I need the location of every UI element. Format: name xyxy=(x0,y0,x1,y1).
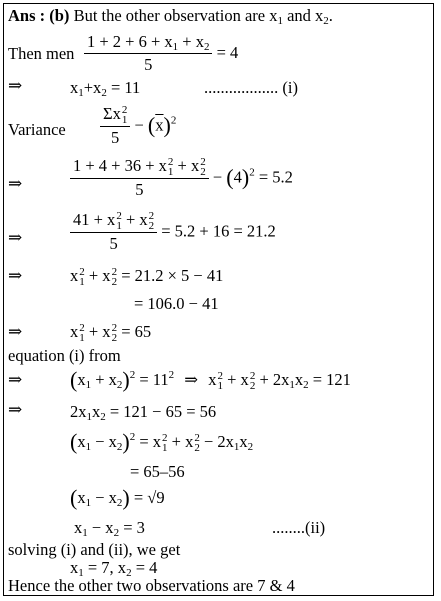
solving-label: solving (i) and (ii), we get xyxy=(8,540,181,559)
answer-label: Ans : (b) xyxy=(8,6,70,25)
variance-step-3b: = 106.0 − 41 xyxy=(134,294,219,313)
equation-step-2: $2x_1x_2 = 121 - 65 = 56$ xyxy=(70,402,217,423)
solution-values: $x_1 = 7$, $x_2 = 4$ xyxy=(70,558,158,579)
implies-icon: ⇒ xyxy=(8,76,23,95)
sum-equation: $x_1+x_2 = 11$ xyxy=(70,78,141,99)
mean-equation: $\frac{1 + 2 + 6 + x_1 + x_2}{5}$ = 4 xyxy=(84,32,238,76)
implies-icon: ⇒ xyxy=(8,174,23,193)
equation-from-label: equation (i) from xyxy=(8,346,121,365)
variance-step-1: 1 + 4 + 36 + x 2 1 + x 2 2 5 − $(4)^2 = 5.2$ xyxy=(70,156,293,201)
conclusion-text: Hence the other two observations are 7 & 4 xyxy=(8,576,295,595)
variance-formula: Σx 2 1 5 − $(\overline{x})^2$ xyxy=(100,104,176,149)
implies-icon: ⇒ xyxy=(8,322,23,341)
solution-box xyxy=(3,3,434,596)
equation-step-1: $(x_1 + x_2)^2 = 11^2$ ⇒ x 2 1 + x 2 2 + $2x_1x_2 = 121$ xyxy=(70,367,351,393)
equation-step-3b: = 65–56 xyxy=(130,462,185,481)
equation-step-5: $x_1 - x_2 = 3$ xyxy=(74,518,145,539)
equation-step-3: $(x_1 - x_2)^2 = x$ 2 1 + x 2 2 − $2x_1x_2$ xyxy=(70,429,254,455)
variance-step-2: 41 + x 2 1 + x 2 2 5 = 5.2 + 16 = 21.2 xyxy=(70,210,276,255)
variance-step-3: x 2 1 + x 2 2 = 21.2 × 5 − 41 xyxy=(70,266,224,289)
tag-ii: ........(ii) xyxy=(272,518,326,537)
implies-icon: ⇒ xyxy=(8,400,23,419)
implies-icon: ⇒ xyxy=(8,228,23,247)
implies-icon: ⇒ xyxy=(8,266,23,285)
mean-label: Then men xyxy=(8,44,75,63)
implies-icon: ⇒ xyxy=(8,370,23,389)
answer-line: Ans : (b) But the other observation are $x_1$ and $x_2$. xyxy=(8,6,333,27)
equation-step-4: $(x_1 - x_2) = √9$ xyxy=(70,485,165,510)
variance-label: Variance xyxy=(8,120,66,139)
tag-i: .................. (i) xyxy=(204,78,298,97)
variance-step-4: x 2 1 + x 2 2 = 65 xyxy=(70,322,152,345)
